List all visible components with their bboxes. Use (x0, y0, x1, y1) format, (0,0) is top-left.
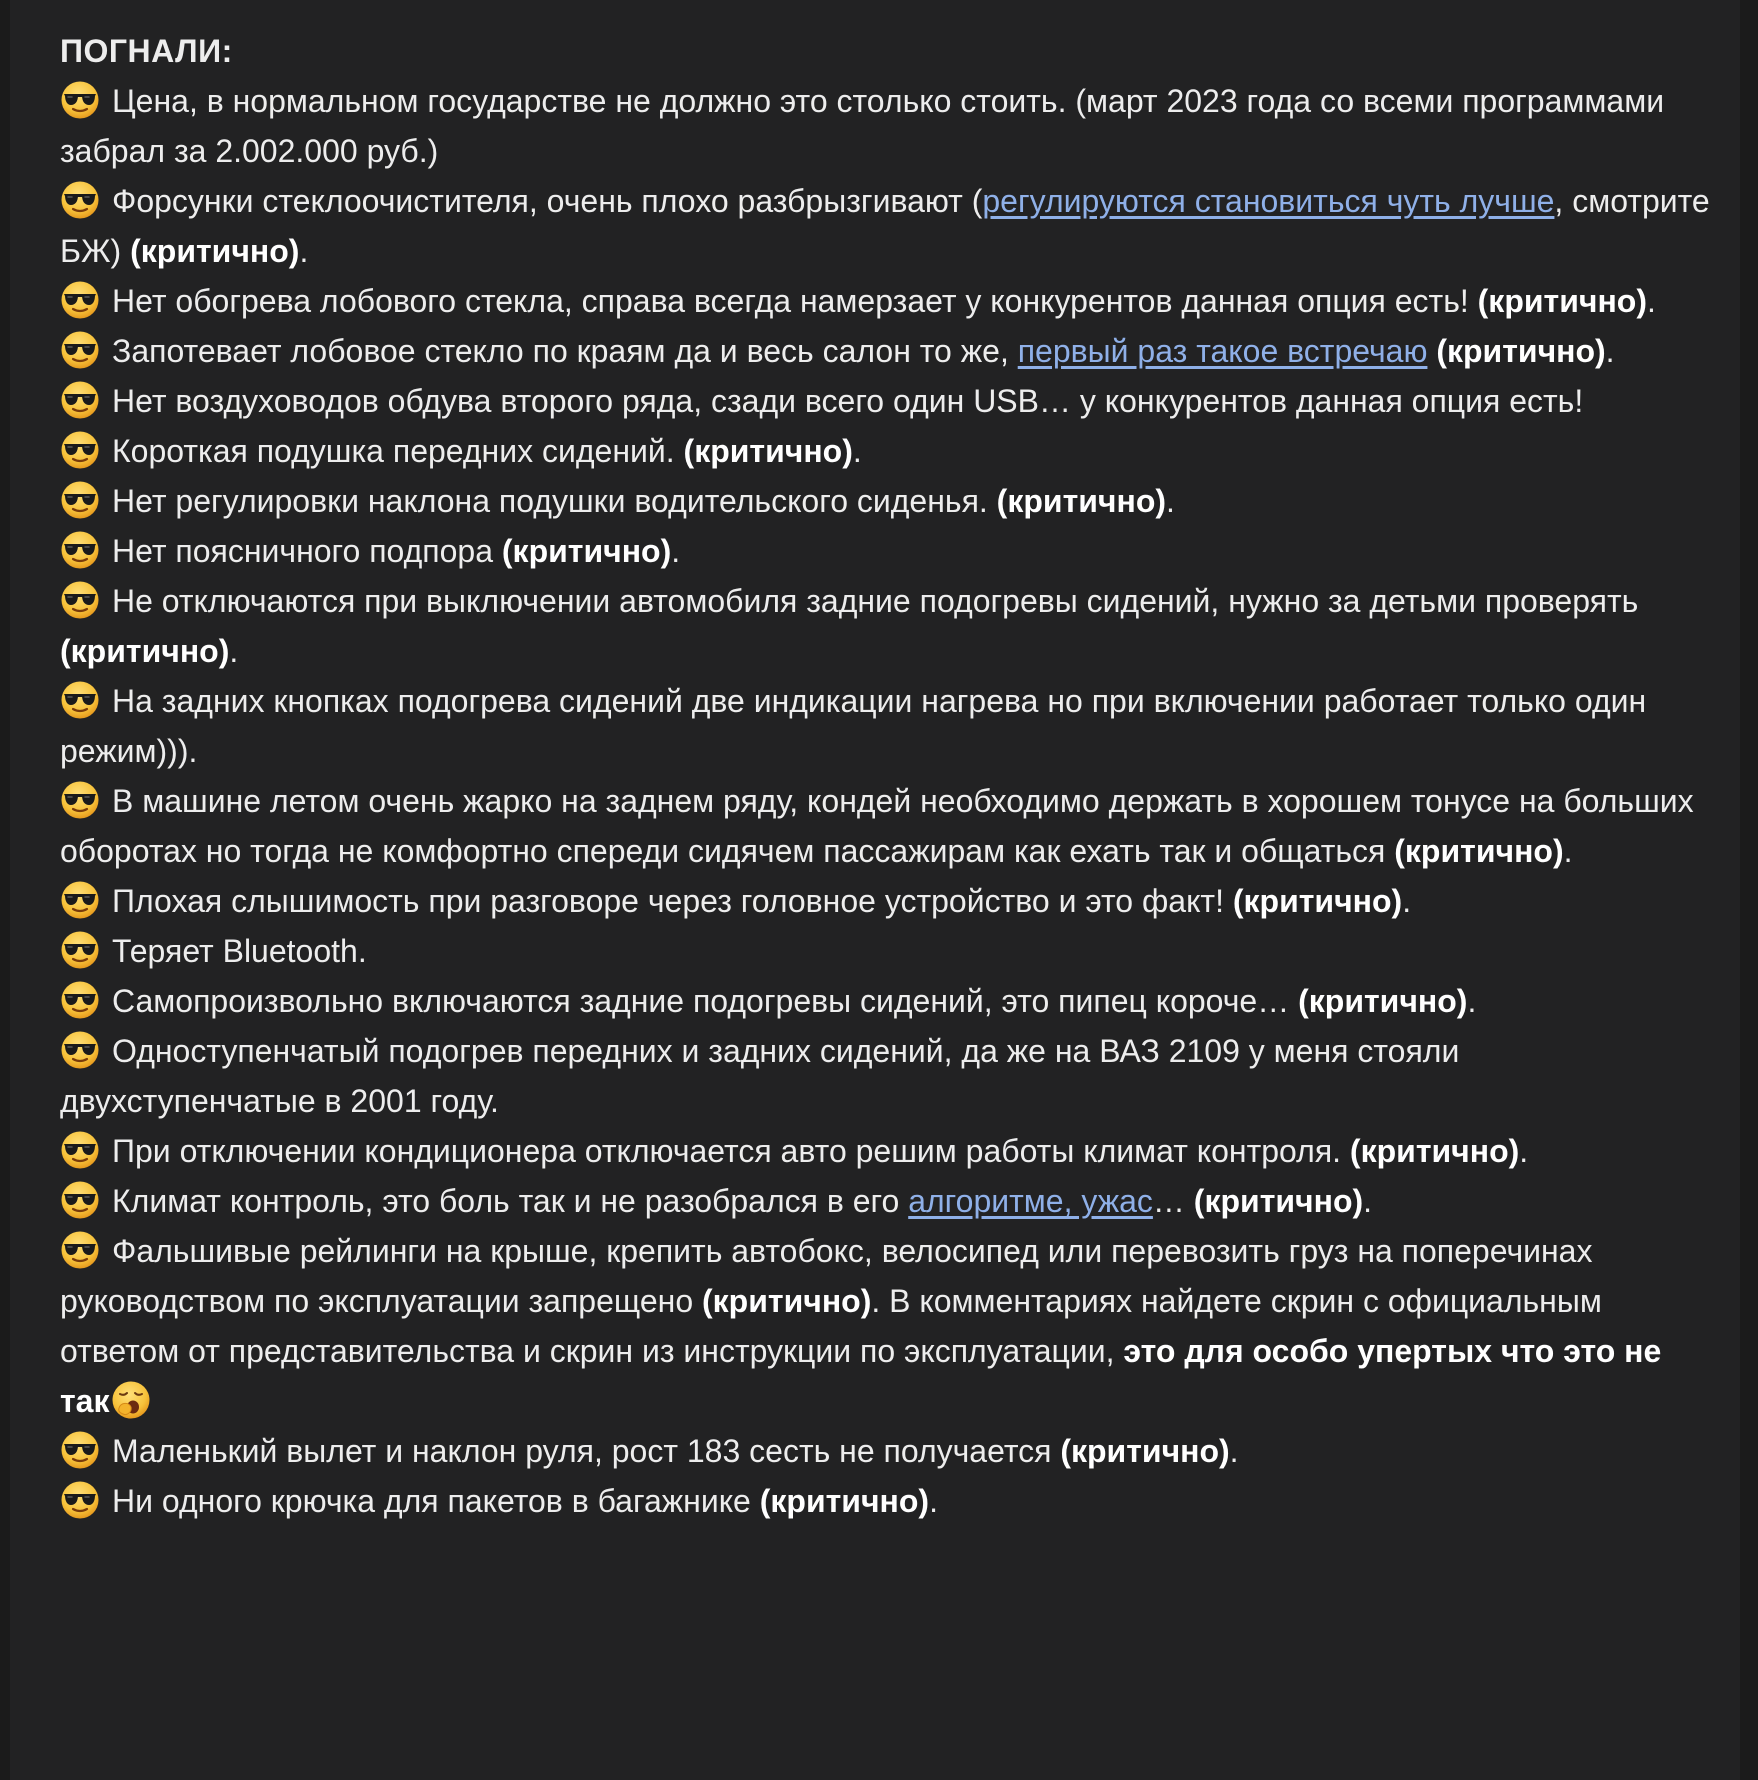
sunglasses-face-icon (60, 430, 100, 470)
issue-item (60, 676, 1710, 776)
critical-label: (критично) (759, 1483, 930, 1519)
critical-label: (критично) (501, 533, 672, 569)
issue-text: . В комментариях найдете скрин с официальным ответом от представительства и скрин из инструкции по эксплуатации, (60, 1283, 1602, 1369)
sunglasses-face-icon (60, 280, 100, 320)
sunglasses-face-icon (60, 480, 100, 520)
issue-text: Самопроизвольно включаются задние подогревы сидений, это пипец короче… (112, 983, 1299, 1019)
sunglasses-face-icon (60, 330, 100, 370)
issue-text: Нет воздуховодов обдува второго ряда, сзади всего один USB… у конкурентов данная опция есть! (112, 383, 1584, 419)
issue-text: . (1467, 983, 1477, 1019)
critical-label: (критично) (1394, 833, 1564, 869)
sunglasses-face-icon (60, 580, 100, 620)
issue-text: , смотрите БЖ) (60, 183, 1710, 269)
sunglasses-face-icon (60, 380, 100, 420)
critical-label: (критично) (1436, 333, 1606, 369)
issue-item (60, 926, 1710, 976)
critical-label: (критично) (60, 633, 230, 669)
sunglasses-face-icon (60, 930, 100, 970)
issue-item (60, 476, 1710, 526)
issue-item (60, 326, 1710, 376)
content-panel (10, 0, 1740, 1780)
issue-item (60, 276, 1710, 326)
critical-label: (критично) (1477, 283, 1647, 319)
article-text (60, 26, 1710, 1526)
sunglasses-face-icon (60, 180, 100, 220)
sunglasses-face-icon (60, 80, 100, 120)
issue-text: . (1646, 283, 1656, 319)
issue-item (60, 426, 1710, 476)
sunglasses-face-icon (60, 1480, 100, 1520)
issue-item (60, 776, 1710, 876)
issue-item (60, 1126, 1710, 1176)
critical-label: (критично) (996, 483, 1167, 519)
issue-item (60, 976, 1710, 1026)
issue-text: . (299, 233, 309, 269)
sunglasses-face-icon (60, 530, 100, 570)
issue-text: Не отключаются при выключении автомобиля задние подогревы сидений, нужно за детьми проверять (112, 583, 1639, 619)
issue-item (60, 1226, 1710, 1426)
critical-label: (критично) (130, 233, 300, 269)
issue-text: Запотевает лобовое стекло по краям да и весь салон то же, (112, 333, 1018, 369)
issue-text: Теряет Bluetooth. (112, 933, 367, 969)
issue-item (60, 176, 1710, 276)
issue-link[interactable]: регулируются становиться чуть лучше (982, 183, 1555, 219)
issue-item (60, 76, 1710, 176)
issue-text: Ни одного крючка для пакетов в багажнике (112, 1483, 760, 1519)
section-title: ПОГНАЛИ: (60, 33, 233, 69)
issue-text: Плохая слышимость при разговоре через головное устройство и это факт! (112, 883, 1233, 919)
critical-label: (критично) (1349, 1133, 1520, 1169)
issue-text: . (1402, 883, 1412, 919)
critical-label: (критично) (1298, 983, 1468, 1019)
issue-text: При отключении кондиционера отключается авто решим работы климат контроля. (112, 1133, 1350, 1169)
yawning-face-icon (111, 1380, 151, 1420)
issue-text: . (1519, 1133, 1529, 1169)
critical-label: (критично) (1060, 1433, 1230, 1469)
issue-text: Нет обогрева лобового стекла, справа всегда намерзает у конкурентов данная опция есть! (112, 283, 1478, 319)
issue-text: Маленький вылет и наклон руля, рост 183 сесть не получается (112, 1433, 1061, 1469)
issue-item (60, 1426, 1710, 1476)
issue-text: Фальшивые рейлинги на крыше, крепить автобокс, велосипед или перевозить груз на поперечинах руководством по эксплуатации запрещено (60, 1233, 1593, 1319)
issue-text: . (671, 533, 681, 569)
issue-text: Одноступенчатый подогрев передних и задних сидений, да же на ВАЗ 2109 у меня стояли двухступенчатые в 2001 году. (60, 1033, 1460, 1119)
issue-text: Нет регулировки наклона подушки водительского сиденья. (112, 483, 997, 519)
sunglasses-face-icon (60, 1130, 100, 1170)
issue-link[interactable]: первый раз такое встречаю (1017, 333, 1428, 369)
issue-text: . (1605, 333, 1615, 369)
issue-list (60, 76, 1710, 1526)
critical-label: (критично) (1232, 883, 1403, 919)
issue-item (60, 376, 1710, 426)
sunglasses-face-icon (60, 980, 100, 1020)
issue-text: Цена, в нормальном государстве не должно это столько стоить. (март 2023 года со всеми программами забрал за 2.002.000 руб.) (60, 83, 1665, 169)
issue-text: В машине летом очень жарко на заднем ряду, кондей необходимо держать в хорошем тонусе на больших оборотах но тогда не комфортно спереди сидячем пассажирам как ехать так и общаться (60, 783, 1694, 869)
sunglasses-face-icon (60, 780, 100, 820)
issue-item (60, 576, 1710, 676)
issue-item (60, 1476, 1710, 1526)
issue-item (60, 1026, 1710, 1126)
sunglasses-face-icon (60, 1030, 100, 1070)
sunglasses-face-icon (60, 880, 100, 920)
critical-label: (критично) (683, 433, 853, 469)
issue-text: . (1166, 483, 1175, 519)
emphasis-text: это для особо упертых что это не так (60, 1333, 1662, 1419)
issue-item (60, 526, 1710, 576)
issue-link[interactable]: алгоритме, ужас (908, 1183, 1153, 1219)
critical-label: (критично) (702, 1283, 872, 1319)
issue-text: Форсунки стеклоочистителя, очень плохо разбрызгивают ( (112, 183, 983, 219)
issue-text: Нет поясничного подпора (112, 533, 502, 569)
sunglasses-face-icon (60, 1180, 100, 1220)
issue-text (1427, 333, 1436, 369)
issue-text: . (852, 433, 862, 469)
issue-item (60, 1176, 1710, 1226)
issue-text: Климат контроль, это боль так и не разобрался в его (112, 1183, 909, 1219)
sunglasses-face-icon (60, 1230, 100, 1270)
issue-text: Короткая подушка передних сидений. (112, 433, 684, 469)
issue-text: . (929, 1483, 938, 1519)
sunglasses-face-icon (60, 1430, 100, 1470)
issue-text: . (229, 633, 239, 669)
issue-item (60, 876, 1710, 926)
issue-text: . (1363, 1183, 1373, 1219)
issue-text: … (1152, 1183, 1194, 1219)
issue-text: . (1229, 1433, 1239, 1469)
issue-text: На задних кнопках подогрева сидений две индикации нагрева но при включении работает только один режим))). (60, 683, 1647, 769)
sunglasses-face-icon (60, 680, 100, 720)
issue-text: . (1563, 833, 1573, 869)
critical-label: (критично) (1193, 1183, 1364, 1219)
